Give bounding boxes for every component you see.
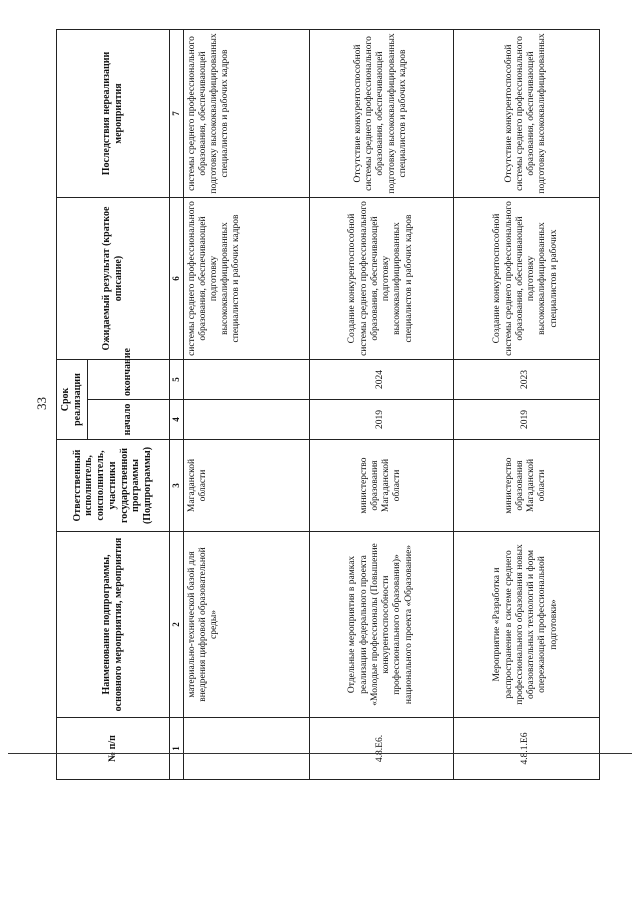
header-end: окончание xyxy=(87,360,169,400)
cell-name: материально-технической базой для внедрения цифровой образовательной среды» xyxy=(183,532,309,718)
cell-name: Мероприятие «Разработка и распространение в системе среднего профессионального образования новых образовательных технологий и форм опережающей профессиональной подготовки» xyxy=(453,532,599,718)
cell-num: 4.8.1.Е6 xyxy=(453,718,599,780)
header-consequence: Последствия нереализации мероприятия xyxy=(57,30,170,198)
cell-end xyxy=(183,360,309,400)
column-number: 5 xyxy=(169,360,183,400)
header-responsible: Ответственный исполнитель, соисполнитель, участники государственной программы (Подпрограммы) xyxy=(57,440,170,532)
header-name: Наименование подпрограммы, основного мероприятия, мероприятия xyxy=(57,532,170,718)
cell-num xyxy=(183,718,309,780)
cell-result: системы среднего профессионального образования, обеспечивающей подготовку высококвалифицированных специалистов и рабочих кадров xyxy=(183,198,309,360)
cell-responsible: министерство образования Магаданской области xyxy=(453,440,599,532)
cell-end: 2023 xyxy=(453,360,599,400)
footer-divider xyxy=(8,753,632,754)
header-start: начало xyxy=(87,400,169,440)
cell-end: 2024 xyxy=(309,360,453,400)
cell-result: Создание конкурентоспособной системы среднего профессионального образования, обеспечивающей подготовку высококвалифицированных специалистов и рабочих кадров xyxy=(309,198,453,360)
page-number: 33 xyxy=(34,397,49,410)
header-period: Срок реализации xyxy=(57,360,88,440)
cell-num: 4.8.Е6. xyxy=(309,718,453,780)
column-number-row xyxy=(169,30,183,780)
cell-consequence: системы среднего профессионального образования, обеспечивающей подготовку высококвалифицированных специалистов и рабочих кадров xyxy=(183,30,309,198)
table-row xyxy=(183,30,309,780)
cell-responsible: Магаданской области xyxy=(183,440,309,532)
column-number: 2 xyxy=(169,532,183,718)
table-row xyxy=(453,30,599,780)
cell-start xyxy=(183,400,309,440)
header-row-1 xyxy=(57,30,88,780)
column-number: 3 xyxy=(169,440,183,532)
table-row xyxy=(309,30,453,780)
cell-responsible: министерство образования Магаданской области xyxy=(309,440,453,532)
cell-consequence: Отсутствие конкурентоспособной системы среднего профессионального образования, обеспечивающей подготовку высококвалифицированных xyxy=(453,30,599,198)
header-num: № п/п xyxy=(57,718,170,780)
column-number: 4 xyxy=(169,400,183,440)
header-result: Ожидаемый результат (краткое описание) xyxy=(57,198,170,360)
program-table xyxy=(56,29,600,780)
cell-consequence: Отсутствие конкурентоспособной системы среднего профессионального образования, обеспечивающей подготовку высококвалифицированных специалистов и рабочих кадров xyxy=(309,30,453,198)
cell-start: 2019 xyxy=(453,400,599,440)
cell-result: Создание конкурентоспособной системы среднего профессионального образования, обеспечивающей подготовку высококвалифицированных специалистов и рабочих xyxy=(453,198,599,360)
rotated-page-content xyxy=(34,30,596,780)
column-number: 1 xyxy=(169,718,183,780)
column-number: 7 xyxy=(169,30,183,198)
cell-name: Отдельные мероприятия в рамках реализации федерального проекта «Молодые профессионалы (Повышение конкурентоспособности профессионального образования)» национального проекта «Образование» xyxy=(309,532,453,718)
column-number: 6 xyxy=(169,198,183,360)
cell-start: 2019 xyxy=(309,400,453,440)
